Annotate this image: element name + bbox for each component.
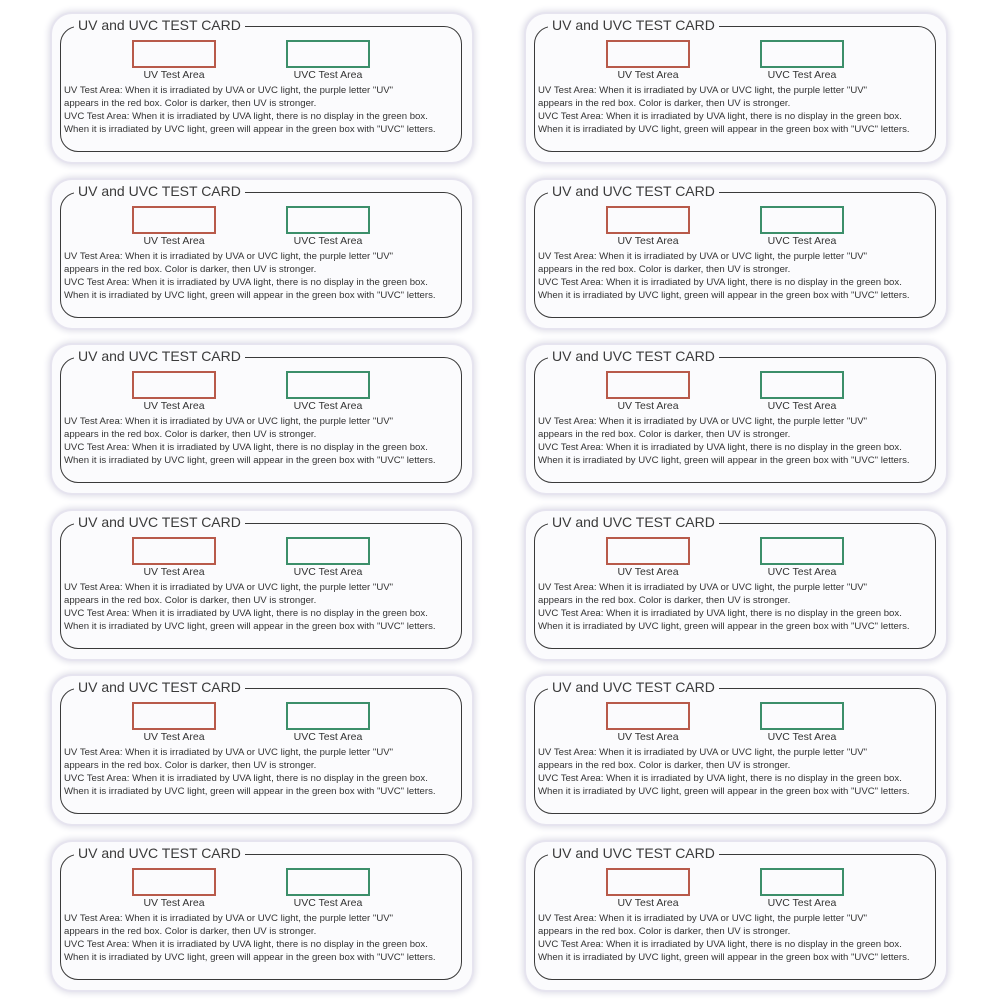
description-line: When it is irradiated by UVC light, green will appear in the green box with "UVC" letters. [64, 455, 436, 466]
card-title: UV and UVC TEST CARD [74, 678, 245, 696]
uvc-test-area-label: UVC Test Area [293, 235, 363, 247]
description-line: UV Test Area: When it is irradiated by UVA or UVC light, the purple letter "UV" [64, 913, 394, 924]
uv-test-card [526, 511, 946, 659]
card-title: UV and UVC TEST CARD [548, 678, 719, 696]
description-line: appears in the red box. Color is darker, then UV is stronger. [64, 926, 317, 937]
uvc-test-box [286, 40, 370, 68]
description-line: appears in the red box. Color is darker, then UV is stronger. [538, 760, 791, 771]
description-line: UVC Test Area: When it is irradiated by UVA light, there is no display in the green box. [64, 442, 428, 453]
card-description [538, 415, 938, 467]
description-line: When it is irradiated by UVC light, green will appear in the green box with "UVC" letters. [64, 290, 436, 301]
description-line: appears in the red box. Color is darker, then UV is stronger. [538, 926, 791, 937]
uv-test-area-label: UV Test Area [617, 235, 679, 247]
uv-test-card [526, 842, 946, 990]
description-line: When it is irradiated by UVC light, green will appear in the green box with "UVC" letters. [64, 952, 436, 963]
uv-test-box [132, 702, 216, 730]
description-line: UV Test Area: When it is irradiated by UVA or UVC light, the purple letter "UV" [64, 582, 394, 593]
card-title: UV and UVC TEST CARD [548, 513, 719, 531]
uv-test-area-label: UV Test Area [617, 731, 679, 743]
uv-test-card [526, 180, 946, 328]
uv-test-card [526, 14, 946, 162]
uvc-test-box [760, 40, 844, 68]
description-line: appears in the red box. Color is darker, then UV is stronger. [64, 595, 317, 606]
uv-test-card [526, 345, 946, 493]
card-title: UV and UVC TEST CARD [548, 844, 719, 862]
uvc-test-box [286, 537, 370, 565]
uv-test-box [606, 537, 690, 565]
description-line: UV Test Area: When it is irradiated by UVA or UVC light, the purple letter "UV" [538, 416, 868, 427]
uv-test-area-label: UV Test Area [143, 897, 205, 909]
uv-test-box [606, 371, 690, 399]
description-line: appears in the red box. Color is darker, then UV is stronger. [538, 264, 791, 275]
description-line: UV Test Area: When it is irradiated by UVA or UVC light, the purple letter "UV" [538, 747, 868, 758]
uv-test-area-label: UV Test Area [617, 897, 679, 909]
description-line: appears in the red box. Color is darker, then UV is stronger. [538, 98, 791, 109]
uvc-test-area-label: UVC Test Area [293, 69, 363, 81]
uvc-test-box [760, 371, 844, 399]
uv-test-card [52, 180, 472, 328]
card-description [64, 746, 464, 798]
description-line: UVC Test Area: When it is irradiated by UVA light, there is no display in the green box. [538, 773, 902, 784]
uv-test-box [606, 206, 690, 234]
description-line: appears in the red box. Color is darker, then UV is stronger. [64, 264, 317, 275]
description-line: appears in the red box. Color is darker, then UV is stronger. [64, 98, 317, 109]
card-title: UV and UVC TEST CARD [74, 347, 245, 365]
card-title: UV and UVC TEST CARD [74, 844, 245, 862]
description-line: UVC Test Area: When it is irradiated by UVA light, there is no display in the green box. [64, 773, 428, 784]
card-description [64, 84, 464, 136]
card-title: UV and UVC TEST CARD [548, 16, 719, 34]
card-description [538, 84, 938, 136]
uvc-test-area-label: UVC Test Area [767, 235, 837, 247]
card-description [64, 912, 464, 964]
uv-test-card [52, 511, 472, 659]
uvc-test-box [760, 206, 844, 234]
card-description [64, 250, 464, 302]
description-line: UV Test Area: When it is irradiated by UVA or UVC light, the purple letter "UV" [538, 85, 868, 96]
uvc-test-box [286, 206, 370, 234]
uv-test-box [132, 868, 216, 896]
uvc-test-box [760, 868, 844, 896]
uv-test-area-label: UV Test Area [143, 566, 205, 578]
uv-test-area-label: UV Test Area [617, 400, 679, 412]
uv-test-card [52, 345, 472, 493]
uvc-test-area-label: UVC Test Area [293, 897, 363, 909]
description-line: UV Test Area: When it is irradiated by UVA or UVC light, the purple letter "UV" [64, 85, 394, 96]
description-line: UV Test Area: When it is irradiated by UVA or UVC light, the purple letter "UV" [64, 416, 394, 427]
card-description [538, 581, 938, 633]
description-line: appears in the red box. Color is darker, then UV is stronger. [538, 429, 791, 440]
uv-test-area-label: UV Test Area [143, 731, 205, 743]
description-line: When it is irradiated by UVC light, green will appear in the green box with "UVC" letters. [538, 290, 910, 301]
uvc-test-box [286, 371, 370, 399]
description-line: appears in the red box. Color is darker, then UV is stronger. [64, 429, 317, 440]
card-description [64, 415, 464, 467]
description-line: UVC Test Area: When it is irradiated by UVA light, there is no display in the green box. [64, 111, 428, 122]
uv-test-area-label: UV Test Area [143, 400, 205, 412]
description-line: UV Test Area: When it is irradiated by UVA or UVC light, the purple letter "UV" [538, 251, 868, 262]
uv-test-box [132, 537, 216, 565]
uvc-test-area-label: UVC Test Area [293, 566, 363, 578]
description-line: When it is irradiated by UVC light, green will appear in the green box with "UVC" letters. [538, 455, 910, 466]
description-line: UVC Test Area: When it is irradiated by UVA light, there is no display in the green box. [64, 939, 428, 950]
uv-test-card [52, 14, 472, 162]
uv-test-area-label: UV Test Area [617, 566, 679, 578]
description-line: When it is irradiated by UVC light, green will appear in the green box with "UVC" letters. [64, 621, 436, 632]
description-line: UV Test Area: When it is irradiated by UVA or UVC light, the purple letter "UV" [538, 913, 868, 924]
uv-test-area-label: UV Test Area [617, 69, 679, 81]
card-description [64, 581, 464, 633]
card-description [538, 746, 938, 798]
description-line: When it is irradiated by UVC light, green will appear in the green box with "UVC" letters. [538, 952, 910, 963]
description-line: UV Test Area: When it is irradiated by UVA or UVC light, the purple letter "UV" [538, 582, 868, 593]
uvc-test-box [760, 537, 844, 565]
description-line: UV Test Area: When it is irradiated by UVA or UVC light, the purple letter "UV" [64, 251, 394, 262]
uvc-test-area-label: UVC Test Area [767, 400, 837, 412]
uvc-test-area-label: UVC Test Area [767, 69, 837, 81]
description-line: UV Test Area: When it is irradiated by UVA or UVC light, the purple letter "UV" [64, 747, 394, 758]
card-title: UV and UVC TEST CARD [74, 16, 245, 34]
card-description [538, 250, 938, 302]
uvc-test-area-label: UVC Test Area [293, 731, 363, 743]
card-title: UV and UVC TEST CARD [548, 347, 719, 365]
card-description [538, 912, 938, 964]
description-line: When it is irradiated by UVC light, green will appear in the green box with "UVC" letters. [538, 124, 910, 135]
description-line: When it is irradiated by UVC light, green will appear in the green box with "UVC" letters. [538, 621, 910, 632]
description-line: appears in the red box. Color is darker, then UV is stronger. [64, 760, 317, 771]
uv-test-box [132, 206, 216, 234]
card-title: UV and UVC TEST CARD [74, 182, 245, 200]
uvc-test-area-label: UVC Test Area [767, 731, 837, 743]
description-line: UVC Test Area: When it is irradiated by UVA light, there is no display in the green box. [538, 277, 902, 288]
uv-test-box [606, 868, 690, 896]
uvc-test-area-label: UVC Test Area [767, 897, 837, 909]
uv-test-area-label: UV Test Area [143, 235, 205, 247]
uv-test-box [132, 40, 216, 68]
uv-test-card [52, 842, 472, 990]
card-title: UV and UVC TEST CARD [74, 513, 245, 531]
description-line: UVC Test Area: When it is irradiated by UVA light, there is no display in the green box. [538, 111, 902, 122]
card-title: UV and UVC TEST CARD [548, 182, 719, 200]
description-line: UVC Test Area: When it is irradiated by UVA light, there is no display in the green box. [64, 608, 428, 619]
description-line: UVC Test Area: When it is irradiated by UVA light, there is no display in the green box. [538, 442, 902, 453]
uv-test-box [606, 40, 690, 68]
uvc-test-box [760, 702, 844, 730]
uv-test-area-label: UV Test Area [143, 69, 205, 81]
description-line: appears in the red box. Color is darker, then UV is stronger. [538, 595, 791, 606]
uv-test-box [606, 702, 690, 730]
description-line: UVC Test Area: When it is irradiated by UVA light, there is no display in the green box. [64, 277, 428, 288]
description-line: UVC Test Area: When it is irradiated by UVA light, there is no display in the green box. [538, 939, 902, 950]
description-line: UVC Test Area: When it is irradiated by UVA light, there is no display in the green box. [538, 608, 902, 619]
uv-test-card [52, 676, 472, 824]
uv-test-box [132, 371, 216, 399]
uvc-test-box [286, 702, 370, 730]
description-line: When it is irradiated by UVC light, green will appear in the green box with "UVC" letters. [64, 124, 436, 135]
description-line: When it is irradiated by UVC light, green will appear in the green box with "UVC" letters. [538, 786, 910, 797]
uvc-test-area-label: UVC Test Area [293, 400, 363, 412]
description-line: When it is irradiated by UVC light, green will appear in the green box with "UVC" letters. [64, 786, 436, 797]
uvc-test-area-label: UVC Test Area [767, 566, 837, 578]
uvc-test-box [286, 868, 370, 896]
uv-test-card [526, 676, 946, 824]
